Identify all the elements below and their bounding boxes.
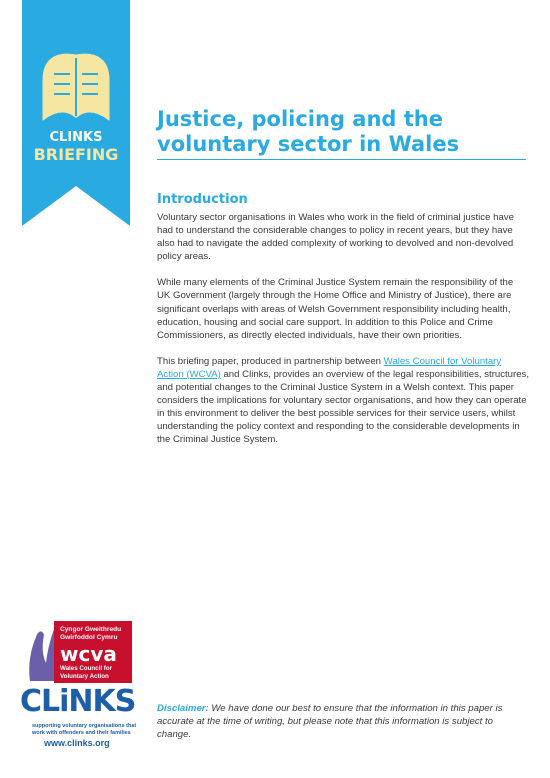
clinks-url[interactable]: www.clinks.org — [44, 738, 110, 748]
introduction-heading: Introduction — [157, 192, 248, 207]
wcva-english-line1: Wales Council for — [60, 665, 113, 672]
disclaimer-label: Disclaimer: — [157, 703, 209, 714]
clinks-briefing-ribbon — [22, 0, 130, 226]
intro-paragraph-3 — [157, 355, 529, 447]
intro-paragraph-3-before: This briefing paper, produced in partnership between — [157, 355, 384, 367]
wcva-welsh-line2: Gwirfoddol Cymru — [60, 634, 118, 641]
title-divider — [157, 159, 526, 160]
intro-paragraph-2b: In addition to this Police and Crime Commissioners, as directly elected individuals, have their own priorities. — [157, 316, 493, 341]
wcva-logo — [24, 617, 134, 687]
page-title — [157, 107, 525, 157]
title-line-2: voluntary sector in Wales — [157, 132, 460, 156]
intro-paragraph-3-after: and Clinks, provides an overview of the legal responsibilities, structures, and potential changes to the Criminal Justice System in a Welsh context. This paper considers the implications for voluntary sector organisations, and how they can operate in this environment to deliver the best possible services for their service users, whilst understanding the policy context and responding to the considerable developments in the Criminal Justice System. — [157, 368, 530, 446]
intro-paragraph-2a: While many elements of the Criminal Justice System remain the responsibility of the UK Government (largely through the Home Office and Ministry of Justice), there are significant overlaps with areas of Welsh Government responsibility including health, education, housing and social care support. — [157, 277, 514, 328]
wcva-link[interactable]: Wales Council for Voluntary Action (WCVA) — [157, 355, 502, 380]
disclaimer — [157, 702, 529, 741]
clinks-wordmark: CLiNKS — [20, 684, 136, 719]
book-icon — [44, 55, 108, 118]
wcva-english-line2: Voluntary Action — [60, 673, 109, 680]
title-line-1: Justice, policing and the — [157, 107, 443, 131]
disclaimer-text: We have done our best to ensure that the information in this paper is accurate at the time of writing, but please note that this information is subject to change. — [157, 703, 503, 740]
ribbon-brand-line1: CLINKS — [49, 130, 103, 145]
ribbon-brand-line2: BRIEFING — [33, 145, 119, 164]
intro-paragraph-2 — [157, 276, 529, 341]
clinks-logo — [20, 686, 138, 766]
wcva-welsh-line1: Cyngor Gweithredu — [60, 626, 122, 633]
clinks-tagline: supporting voluntary organisations that work with offenders and their families — [32, 723, 137, 736]
wcva-wordmark: wcva — [60, 642, 117, 666]
intro-paragraph-1: Voluntary sector organisations in Wales who work in the field of criminal justice have had to understand the considerable changes to policy in recent years, but they have also had to navigate the added complexity of working to devolved and non-devolved policy areas. — [157, 212, 514, 263]
introduction-body — [157, 211, 529, 460]
